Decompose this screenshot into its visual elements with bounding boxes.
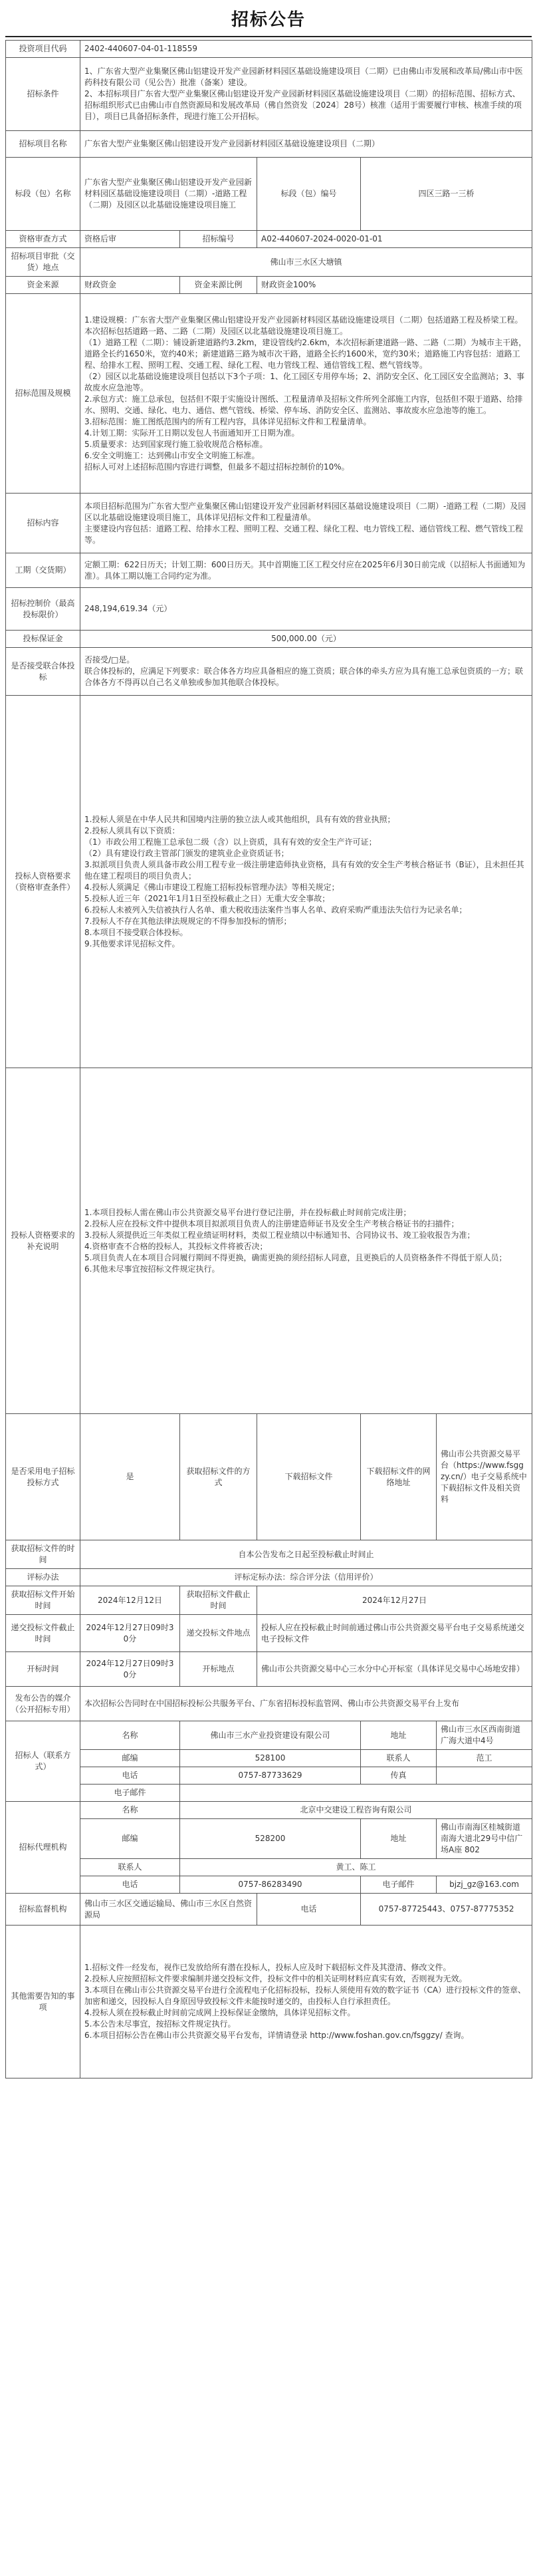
row-media <box>6 1687 532 1721</box>
label-supervisor: 招标监督机构 <box>6 1894 80 1926</box>
label-qualification: 投标人资格要求（资格审查条件） <box>6 696 80 1068</box>
row-section-name <box>6 158 532 231</box>
label-bid-place: 递交投标文件地点 <box>180 1615 257 1652</box>
label-tenderer-contact: 联系人 <box>361 1750 437 1767</box>
value-bid-deadline: 2024年12月27日09时30分 <box>80 1615 180 1652</box>
row-qualification <box>6 696 532 1068</box>
row-tenderer-phone <box>6 1767 532 1785</box>
label-tenderer-phone: 电话 <box>80 1767 180 1785</box>
row-get-time <box>6 1586 532 1615</box>
value-obtain-time: 自本公告发布之日起至投标截止时间止 <box>80 1540 532 1569</box>
label-project-name: 招标项目名称 <box>6 131 80 158</box>
label-ceiling: 招标控制价（最高投标限价） <box>6 588 80 631</box>
label-obtain-place: 下载招标文件的网络地址 <box>361 1414 437 1540</box>
row-deposit <box>6 631 532 648</box>
label-open-place: 开标地点 <box>180 1652 257 1687</box>
label-agent-contact: 联系人 <box>80 1859 180 1876</box>
label-conditions: 招标条件 <box>6 58 80 131</box>
value-tenderer-addr: 佛山市三水区西南街道广海大道中4号 <box>437 1721 532 1750</box>
value-tenderer-name: 佛山市三水产业投资建设有限公司 <box>180 1721 361 1750</box>
notice-table <box>5 40 532 2078</box>
value-other: 1.招标文件一经发布，视作已发放给所有潜在投标人，投标人应及时下载招标文件及其澄清、修改文件。 2.投标人应按照招标文件要求编制并递交投标文件，投标文件中的相关证明材料应真实有效，否则视为无效。 3.本项目在佛山市公共资源交易平台进行全流程电子化招标投标，投标人须使用有效的数字证书（CA）进行投标文件的签章、加密和递交，因投标人自身原因导致投标文件未能按时递交的，由投标人自行承担责任。 4.投标人须在投标截止时间前完成网上投标保证金缴纳，具体详见招标文件。 5.本公告未尽事宜，按招标文件规定执行。 6.本项目招标公告在佛山市公共资源交易平台发布，详情请登录 http://www.foshan.gov.cn/fsggzy/ 查询。 <box>80 1926 532 2078</box>
row-conditions <box>6 58 532 131</box>
value-deposit: 500,000.00（元） <box>80 631 532 648</box>
label-other: 其他需要告知的事项 <box>6 1926 80 2078</box>
row-review-method <box>6 1569 532 1586</box>
value-consortium: 否接受/□是。 联合体投标的，应满足下列要求：联合体各方均应具备相应的施工资质；联合体的牵头方应为具有施工总承包资质的一方；联合体各方不得再以自己名义单独或参加其他联合体投标。 <box>80 648 532 696</box>
row-agent-zip <box>6 1819 532 1859</box>
label-content: 招标内容 <box>6 494 80 553</box>
value-scope: 1.建设规模：广东省大型产业集聚区佛山铝建设开发产业园新材料园区基础设施建设项目（二期）包括道路工程及桥梁工程。本次招标包括道路一路、二路（二期）及园区以北基础设施建设项目施工。 （1）道路工程（二期）：铺设新建道路约3.2km，建设管线约2.6km，本次招标新建道路一路、二路（二期）为城市主干路，道路全长约1650米，宽约40米；新建道路三路为城市次干路，道路全长约1600米，宽约30米；道路施工内容包括：道路工程、给排水工程、照明工程、交通工程、绿化工程、电力管线工程、通信管线工程、燃气管线等。 （2）园区以北基础设施建设项目包括以下3个子项：1、化工园区专用停车场；2、消防安全区、化工园区安全监测站；3、事故废水应急池等。 2.承包方式：施工总承包，包括但不限于实施设计图纸、工程量清单及招标文件所列全部施工内容，包括但不限于道路、给排水、照明、交通、绿化、电力、通信、燃气管线、桥梁、停车场、消防安全区、监测站、事故废水应急池等的施工。 3.招标范围：施工图纸范围内的所有工程内容，具体详见招标文件和工程量清单。 4.计划工期：实际开工日期以发包人书面通知开工日期为准。 5.质量要求：达到国家现行施工验收规范合格标准。 6.安全文明施工：达到佛山市安全文明施工标准。 招标人可对上述招标范围内容进行调整，但最多不超过招标控制价的10%。 <box>80 294 532 494</box>
value-obtain-place: 佛山市公共资源交易平台（https://www.fsggzy.cn/）电子交易系统中下载招标文件及相关资料 <box>437 1414 532 1540</box>
value-funding-ratio: 财政资金100% <box>257 277 532 294</box>
row-qual-supplement <box>6 1068 532 1414</box>
row-open-time <box>6 1652 532 1687</box>
label-qual-supplement: 投标人资格要求的补充说明 <box>6 1068 80 1414</box>
label-tenderer-addr: 地址 <box>361 1721 437 1750</box>
label-section-name: 标段（包）名称 <box>6 158 80 231</box>
label-tender-code: 招标编号 <box>180 231 257 248</box>
value-qual-supplement: 1.本项目投标人需在佛山市公共资源交易平台进行登记注册，并在投标截止时间前完成注册； 2.投标人应在投标文件中提供本项目拟派项目负责人的注册建造师证书及安全生产考核合格证书的扫描件； 3.投标人须提供近三年类似工程业绩证明材料，类似工程业绩以中标通知书、合同协议书、竣工验收报告为准； 4.资格审查不合格的投标人，其投标文件将被否决； 5.项目负责人在本项目合同履行期间不得更换，确需更换的须经招标人同意，且更换后的人员资格条件不得低于原人员； 6.其他未尽事宜按招标文件规定执行。 <box>80 1068 532 1414</box>
label-open-time: 开标时间 <box>6 1652 80 1687</box>
label-funding: 资金来源 <box>6 277 80 294</box>
value-obtain-method: 下载招标文件 <box>257 1414 361 1540</box>
row-consortium <box>6 648 532 696</box>
value-open-time: 2024年12月27日09时30分 <box>80 1652 180 1687</box>
label-section-code: 标段（包）编号 <box>257 158 361 231</box>
label-tenderer-email: 电子邮件 <box>80 1785 180 1802</box>
row-e-bid <box>6 1414 532 1540</box>
value-e-bid: 是 <box>80 1414 180 1540</box>
label-consortium: 是否接受联合体投标 <box>6 648 80 696</box>
row-review <box>6 231 532 248</box>
label-review: 资格审查方式 <box>6 231 80 248</box>
value-agent-contact: 黄工、陈工 <box>180 1859 532 1876</box>
label-agent: 招标代理机构 <box>6 1802 80 1894</box>
row-scope <box>6 294 532 494</box>
label-agent-email: 电子邮件 <box>361 1876 437 1894</box>
label-review-method: 评标办法 <box>6 1569 80 1586</box>
label-tenderer-name: 名称 <box>80 1721 180 1750</box>
row-project-name <box>6 131 532 158</box>
value-media: 本次招标公告同时在中国招标投标公共服务平台、广东省招标投标监管网、佛山市公共资源交易平台上发布 <box>80 1687 532 1721</box>
value-open-place: 佛山市公共资源交易中心三水分中心开标室（具体详见交易中心场地安排） <box>257 1652 532 1687</box>
row-approval <box>6 248 532 277</box>
label-duration: 工期（交货期） <box>6 553 80 588</box>
label-obtain-method: 获取招标文件的方式 <box>180 1414 257 1540</box>
value-get-start: 2024年12月12日 <box>80 1586 180 1615</box>
row-agent-phone <box>6 1876 532 1894</box>
row-other <box>6 1926 532 2078</box>
value-review-method: 评标定标办法：综合评分法（信用评价） <box>80 1569 532 1586</box>
row-duration <box>6 553 532 588</box>
row-funding <box>6 277 532 294</box>
row-tenderer-zip <box>6 1750 532 1767</box>
label-tenderer: 招标人（联系方式） <box>6 1721 80 1802</box>
value-duration: 定额工期：622日历天；计划工期：600日历天。其中首期施工区工程交付应在2025年6月30日前完成（以招标人书面通知为准）。具体工期以施工合同约定为准。 <box>80 553 532 588</box>
label-agent-name: 名称 <box>80 1802 180 1819</box>
label-agent-zip: 邮编 <box>80 1819 180 1859</box>
label-approval: 招标项目审批（交货）地点 <box>6 248 80 277</box>
label-tenderer-fax: 传真 <box>361 1767 437 1785</box>
title-divider <box>5 36 532 37</box>
value-supervisor-phone: 0757-87725443、0757-87775352 <box>361 1894 532 1926</box>
row-content <box>6 494 532 553</box>
value-agent-zip: 528200 <box>180 1819 361 1859</box>
label-media: 发布公告的媒介（公开招标专用） <box>6 1687 80 1721</box>
value-agent-email: bjzj_gz@163.com <box>437 1876 532 1894</box>
value-conditions: 1、广东省大型产业集聚区佛山铝建设开发产业园新材料园区基础设施建设项目（二期）已由佛山市发展和改革局/佛山市中医药科技有限公司（见公告）批准（备案）建设。 2、本招标项目广东省大型产业集聚区佛山铝建设开发产业园新材料园区基础设施建设项目（二期）的招标范围、招标方式、招标组织形式已由佛山市自然资源局和发展改革局（佛自然资发〔2024〕28号）核准（适用于需要履行审核、核准手续的项目），项目已具备招标条件，现进行施工公开招标。 <box>80 58 532 131</box>
label-project-code: 投资项目代码 <box>6 41 80 58</box>
row-project-code <box>6 41 532 58</box>
value-ceiling: 248,194,619.34（元） <box>80 588 532 631</box>
row-tenderer-email <box>6 1785 532 1802</box>
label-bid-deadline: 递交投标文件截止时间 <box>6 1615 80 1652</box>
value-content: 本项目招标范围为广东省大型产业集聚区佛山铝建设开发产业园新材料园区基础设施建设项目（二期）-道路工程（二期）及园区以北基础设施建设项目施工，具体详见招标文件和工程量清单。 主要建设内容包括：道路工程、给排水工程、照明工程、交通工程、绿化工程、电力管线工程、通信管线工程、燃气管线工程等。 <box>80 494 532 553</box>
label-get-start: 获取招标文件开始时间 <box>6 1586 80 1615</box>
value-agent-name: 北京中交建设工程咨询有限公司 <box>180 1802 532 1819</box>
row-bid-deadline <box>6 1615 532 1652</box>
row-ceiling <box>6 588 532 631</box>
label-scope: 招标范围及规模 <box>6 294 80 494</box>
value-project-code: 2402-440607-04-01-118559 <box>80 41 532 58</box>
value-review: 资格后审 <box>80 231 180 248</box>
value-tenderer-contact: 范工 <box>437 1750 532 1767</box>
label-agent-phone: 电话 <box>80 1876 180 1894</box>
label-agent-addr: 地址 <box>361 1819 437 1859</box>
value-agent-addr: 佛山市南海区桂城街道南海大道北29号中信广场A座 802 <box>437 1819 532 1859</box>
value-tenderer-email <box>180 1785 532 1802</box>
page-title: 招标公告 <box>231 10 306 30</box>
label-obtain-time: 获取招标文件的时间 <box>6 1540 80 1569</box>
value-tender-code: A02-440607-2024-0020-01-01 <box>257 231 532 248</box>
label-supervisor-phone: 电话 <box>257 1894 361 1926</box>
value-qualification: 1.投标人须是在中华人民共和国境内注册的独立法人或其他组织，具有有效的营业执照； 2.投标人须具有以下资质： （1）市政公用工程施工总承包二级（含）以上资质，具有有效的安全生产许可证； （2）具有建设行政主管部门颁发的建筑业企业资质证书； 3.拟派项目负责人须具备市政公用工程专业一级注册建造师执业资格，具有有效的安全生产考核合格证书（B证），且未担任其他在建工程项目的项目负责人； 4.投标人须满足《佛山市建设工程施工招标投标管理办法》等相关规定； 5.投标人近三年（2021年1月1日至投标截止之日）无重大安全事故； 6.投标人未被列入失信被执行人名单、重大税收违法案件当事人名单、政府采购严重违法失信行为记录名单； 7.投标人不存在其他法律法规规定的不得参加投标的情形； 8.本项目不接受联合体投标。 9.其他要求详见招标文件。 <box>80 696 532 1068</box>
row-agent-contact <box>6 1859 532 1876</box>
row-agent-name <box>6 1802 532 1819</box>
value-section-code: 四区三路一三桥 <box>361 158 532 231</box>
row-obtain-time <box>6 1540 532 1569</box>
value-project-name: 广东省大型产业集聚区佛山铝建设开发产业园新材料园区基础设施建设项目（二期） <box>80 131 532 158</box>
value-approval: 佛山市三水区大塘镇 <box>80 248 532 277</box>
row-supervisor <box>6 1894 532 1926</box>
value-tenderer-fax <box>437 1767 532 1785</box>
value-section-name: 广东省大型产业集聚区佛山铝建设开发产业园新材料园区基础设施建设项目（二期）-道路工程（二期）及园区以北基础设施建设项目施工 <box>80 158 257 231</box>
value-tenderer-phone: 0757-87733629 <box>180 1767 361 1785</box>
value-funding: 财政资金 <box>80 277 180 294</box>
label-funding-ratio: 资金来源比例 <box>180 277 257 294</box>
label-tenderer-zip: 邮编 <box>80 1750 180 1767</box>
label-e-bid: 是否采用电子招标投标方式 <box>6 1414 80 1540</box>
value-tenderer-zip: 528100 <box>180 1750 361 1767</box>
value-get-end: 2024年12月27日 <box>257 1586 532 1615</box>
value-bid-place: 投标人应在投标截止时间前通过佛山市公共资源交易平台电子交易系统递交电子投标文件 <box>257 1615 532 1652</box>
value-supervisor-name: 佛山市三水区交通运输局、佛山市三水区自然资源局 <box>80 1894 257 1926</box>
label-deposit: 投标保证金 <box>6 631 80 648</box>
value-agent-phone: 0757-86283490 <box>180 1876 361 1894</box>
row-tenderer-name <box>6 1721 532 1750</box>
label-get-end: 获取招标文件截止时间 <box>180 1586 257 1615</box>
